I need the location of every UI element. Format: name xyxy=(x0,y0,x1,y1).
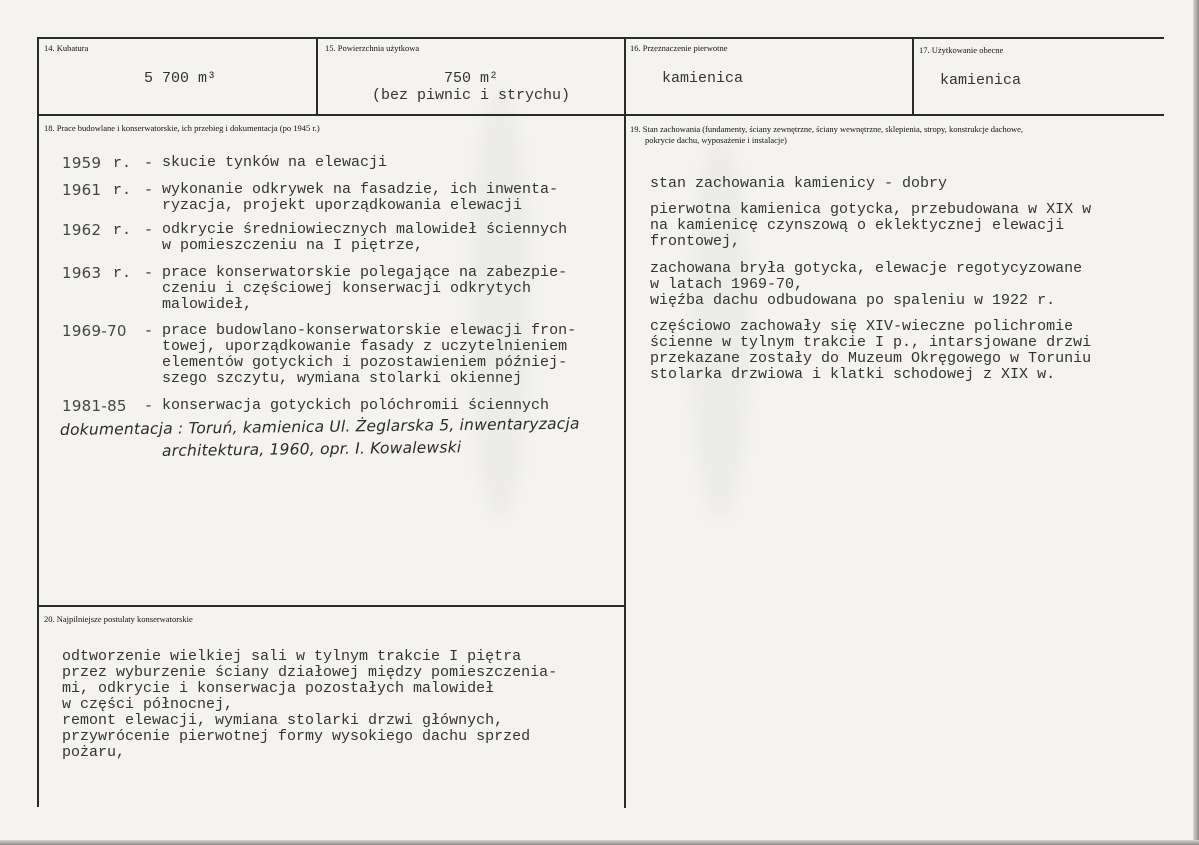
f20-line: przez wyburzenie ściany działowej między pomieszczenia- xyxy=(62,664,558,681)
entry-line: skucie tynków na elewacji xyxy=(162,154,388,171)
entry-year: 1963 xyxy=(62,264,102,282)
f20-line: odtworzenie wielkiej sali w tylnym trakcie I piętra xyxy=(62,648,522,665)
f16-label: 16. Przeznaczenie pierwotne xyxy=(630,43,728,53)
f20-line: przywrócenie pierwotnej formy wysokiego dachu sprzed xyxy=(62,728,531,745)
f19-line: ścienne w tylnym trakcie I p., intarsjowane drzwi xyxy=(650,334,1092,351)
entry-dash: - xyxy=(144,155,154,172)
entry-line: czeniu i częściowej konserwacji odkrytych xyxy=(162,280,532,297)
divider-center xyxy=(624,37,626,808)
paper-smudge xyxy=(470,90,530,520)
f14-label: 14. Kubatura xyxy=(44,43,89,53)
f19-line: pierwotna kamienica gotycka, przebudowana w XIX w xyxy=(650,201,1092,218)
f18-label: 18. Prace budowlane i konserwatorskie, ich przebieg i dokumentacja (po 1945 r.) xyxy=(44,123,320,133)
f19-line: stolarka drzwiowa i klatki schodowej z XIX w. xyxy=(650,366,1056,383)
entry-line: odkrycie średniowiecznych malowideł ściennych xyxy=(162,221,568,238)
f20-line: pożaru, xyxy=(62,744,126,761)
entry-line: elementów gotyckich i pozostawieniem później- xyxy=(162,354,568,371)
header-bottom-rule xyxy=(37,114,1164,116)
f19-line: przekazane zostały do Muzeum Okręgowego w Toruniu xyxy=(650,350,1092,367)
entry-year: 1961 xyxy=(62,181,102,199)
f14-value: 5 700 m³ xyxy=(143,70,216,87)
entry-suffix: r. xyxy=(113,265,132,282)
entry-year: 1959 xyxy=(62,154,102,172)
f15-value-area: 750 m² xyxy=(443,70,498,87)
entry-year: 1981-85 xyxy=(62,397,127,415)
entry-line: ryzacja, projekt uporządkowania elewacji xyxy=(162,197,523,214)
entry-line: prace budowlano-konserwatorskie elewacji fron- xyxy=(162,322,577,339)
f19-line: częściowo zachowały się XIV-wieczne polichromie xyxy=(650,318,1074,335)
f19-label: 19. Stan zachowania (fundamenty, ściany zewnętrzne, ściany wewnętrzne, sklepienia, stropy, konstrukcje dachowe, xyxy=(630,124,1024,134)
entry-dash: - xyxy=(144,323,154,340)
entry-dash: - xyxy=(144,222,154,239)
entry-suffix: r. xyxy=(113,155,132,172)
entry-dash: - xyxy=(144,182,154,199)
left-rule xyxy=(37,37,39,807)
f20-line: w części północnej, xyxy=(62,696,234,713)
paper-edge-right xyxy=(1193,0,1199,845)
entry-line: towej, uporządkowanie fasady z uczytelnieniem xyxy=(162,338,568,355)
entry-year: 1962 xyxy=(62,221,102,239)
f19-line: więźba dachu odbudowana po spaleniu w 1922 r. xyxy=(650,292,1056,309)
divider-16-17 xyxy=(912,37,914,116)
documentation-handwritten-line: dokumentacja : Toruń, kamienica Ul. Żeglarska 5, inwentaryzacja xyxy=(59,414,580,439)
entry-line: malowideł, xyxy=(162,296,253,313)
documentation-handwritten-line: architektura, 1960, opr. I. Kowalewski xyxy=(161,438,462,460)
f19-line: zachowana bryła gotycka, elewacje regotycyzowane xyxy=(650,260,1083,277)
f20-line: mi, odkrycie i konserwacja pozostałych malowideł xyxy=(62,680,495,697)
f20-line: remont elewacji, wymiana stolarki drzwi głównych, xyxy=(62,712,504,729)
entry-suffix: r. xyxy=(113,182,132,199)
f19-line: w latach 1969-70, xyxy=(650,276,804,293)
entry-year: 1969-70 xyxy=(62,322,127,340)
f19-line: stan zachowania kamienicy - dobry xyxy=(650,175,948,192)
entry-line: prace konserwatorskie polegające na zabezpie- xyxy=(162,264,568,281)
entry-dash: - xyxy=(144,398,154,415)
f19-line: na kamienicę czynszową o eklektycznej elewacji xyxy=(650,217,1065,234)
entry-line: wykonanie odkrywek na fasadzie, ich inwenta- xyxy=(162,181,559,198)
f17-value: kamienica xyxy=(940,72,1022,89)
f20-label: 20. Najpilniejsze postulaty konserwatorskie xyxy=(44,614,193,624)
paper-edge-bottom xyxy=(0,840,1199,845)
f19-line: frontowej, xyxy=(650,233,741,250)
entry-line: szego szczytu, wymiana stolarki okiennej xyxy=(162,370,523,387)
f19-label: pokrycie dachu, wyposażenie i instalacje) xyxy=(645,135,787,145)
f15-label: 15. Powierzchnia użytkowa xyxy=(325,43,420,53)
f17-label: 17. Użytkowanie obecne xyxy=(919,45,1004,55)
f16-value: kamienica xyxy=(662,70,744,87)
top-rule xyxy=(37,37,1164,39)
f15-value-note: (bez piwnic i strychu) xyxy=(371,87,571,104)
entry-suffix: r. xyxy=(113,222,132,239)
f18-bottom-rule xyxy=(37,605,626,607)
entry-line: konserwacja gotyckich polóchromii ściennych xyxy=(162,397,550,414)
entry-dash: - xyxy=(144,265,154,282)
entry-line: w pomieszczeniu na I piętrze, xyxy=(162,237,424,254)
